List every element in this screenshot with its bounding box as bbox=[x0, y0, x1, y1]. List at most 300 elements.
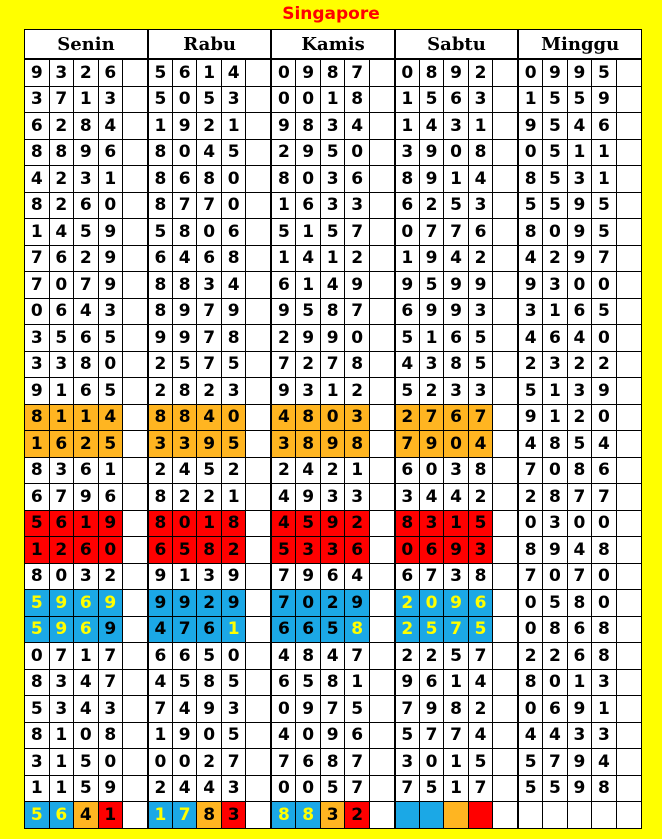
digit-cell: 4 bbox=[592, 749, 617, 776]
digit-cell: 3 bbox=[395, 749, 420, 776]
digit-cell: 8 bbox=[592, 537, 617, 564]
digit-cell: 5 bbox=[468, 616, 493, 643]
digit-cell: 0 bbox=[271, 696, 296, 723]
digit-cell: 6 bbox=[296, 749, 321, 776]
digit-cell: 7 bbox=[419, 722, 444, 749]
digit-cell: 9 bbox=[271, 378, 296, 405]
digit-cell: 7 bbox=[395, 696, 420, 723]
spacer-cell bbox=[123, 537, 148, 564]
digit-cell: 0 bbox=[320, 404, 345, 431]
spacer-cell bbox=[493, 775, 518, 802]
digit-cell: 2 bbox=[468, 484, 493, 511]
digit-cell: 8 bbox=[592, 775, 617, 802]
digit-cell: 4 bbox=[271, 404, 296, 431]
table-row bbox=[25, 166, 642, 193]
digit-cell: 6 bbox=[49, 802, 74, 829]
table-row bbox=[25, 563, 642, 590]
spacer-cell bbox=[246, 431, 271, 458]
digit-cell: 9 bbox=[98, 590, 123, 617]
digit-cell: 5 bbox=[543, 775, 568, 802]
digit-cell: 0 bbox=[148, 749, 173, 776]
digit-cell: 9 bbox=[543, 537, 568, 564]
digit-cell: 6 bbox=[567, 643, 592, 670]
digit-cell: 7 bbox=[567, 484, 592, 511]
digit-cell: 7 bbox=[320, 351, 345, 378]
digit-cell: 0 bbox=[172, 86, 197, 113]
digit-cell: 5 bbox=[395, 378, 420, 405]
digit-cell: 7 bbox=[419, 219, 444, 246]
digit-cell: 5 bbox=[98, 325, 123, 352]
digit-cell: 1 bbox=[49, 775, 74, 802]
digit-cell: 5 bbox=[296, 298, 321, 325]
spacer-cell bbox=[123, 696, 148, 723]
digit-cell: 0 bbox=[395, 537, 420, 564]
digit-cell: 8 bbox=[543, 484, 568, 511]
spacer-cell bbox=[369, 404, 394, 431]
spacer-cell bbox=[123, 298, 148, 325]
digit-cell: 0 bbox=[271, 775, 296, 802]
digit-cell: 0 bbox=[518, 510, 543, 537]
digit-cell: 4 bbox=[345, 113, 370, 140]
digit-cell: 0 bbox=[444, 431, 469, 458]
spacer-cell bbox=[493, 749, 518, 776]
spacer-cell bbox=[369, 139, 394, 166]
digit-cell: 5 bbox=[271, 219, 296, 246]
digit-cell: 1 bbox=[49, 749, 74, 776]
table-row bbox=[25, 325, 642, 352]
table-row bbox=[25, 192, 642, 219]
digit-cell: 8 bbox=[148, 404, 173, 431]
digit-cell: 4 bbox=[320, 272, 345, 299]
spacer-cell bbox=[246, 775, 271, 802]
digit-cell: 9 bbox=[444, 590, 469, 617]
digit-cell: 0 bbox=[296, 775, 321, 802]
digit-cell: 5 bbox=[221, 669, 246, 696]
digit-cell: 1 bbox=[74, 510, 99, 537]
digit-cell: 8 bbox=[25, 139, 50, 166]
digit-cell: 6 bbox=[172, 643, 197, 670]
digit-cell: 5 bbox=[543, 113, 568, 140]
spacer-cell bbox=[369, 192, 394, 219]
digit-cell: 3 bbox=[419, 510, 444, 537]
digit-cell: 0 bbox=[518, 139, 543, 166]
digit-cell: 3 bbox=[468, 298, 493, 325]
digit-cell: 2 bbox=[74, 245, 99, 272]
digit-cell: 7 bbox=[271, 749, 296, 776]
spacer-cell bbox=[123, 86, 148, 113]
table-row bbox=[25, 457, 642, 484]
digit-cell: 9 bbox=[49, 616, 74, 643]
digit-cell: 9 bbox=[567, 192, 592, 219]
digit-cell: 5 bbox=[468, 351, 493, 378]
digit-cell: 1 bbox=[567, 139, 592, 166]
digit-cell: 9 bbox=[296, 563, 321, 590]
spacer-cell bbox=[493, 457, 518, 484]
spacer-cell bbox=[369, 696, 394, 723]
spacer-cell bbox=[493, 272, 518, 299]
digit-cell: 6 bbox=[345, 722, 370, 749]
spacer-cell bbox=[123, 139, 148, 166]
digit-cell: 4 bbox=[543, 722, 568, 749]
digit-cell: 6 bbox=[271, 669, 296, 696]
spacer-cell bbox=[616, 325, 641, 352]
digit-cell: 9 bbox=[592, 378, 617, 405]
table-row bbox=[25, 749, 642, 776]
spacer-cell bbox=[616, 590, 641, 617]
digit-cell: 9 bbox=[98, 510, 123, 537]
spacer-cell bbox=[369, 722, 394, 749]
digit-cell: 8 bbox=[518, 219, 543, 246]
spacer-cell bbox=[616, 643, 641, 670]
spacer-cell bbox=[493, 139, 518, 166]
digit-cell: 6 bbox=[49, 510, 74, 537]
digit-cell: 6 bbox=[296, 616, 321, 643]
spacer-cell bbox=[616, 510, 641, 537]
digit-cell: 5 bbox=[345, 696, 370, 723]
spacer-cell bbox=[123, 404, 148, 431]
spacer-cell bbox=[493, 166, 518, 193]
digit-cell: 7 bbox=[567, 563, 592, 590]
digit-cell: 1 bbox=[98, 166, 123, 193]
digit-cell: 5 bbox=[395, 722, 420, 749]
digit-cell: 1 bbox=[221, 616, 246, 643]
digit-cell: 0 bbox=[518, 590, 543, 617]
digit-cell: 1 bbox=[296, 272, 321, 299]
digit-cell: 4 bbox=[25, 166, 50, 193]
digit-cell: 2 bbox=[395, 643, 420, 670]
digit-cell: 5 bbox=[419, 86, 444, 113]
digit-cell: 3 bbox=[468, 86, 493, 113]
digit-cell: 5 bbox=[49, 325, 74, 352]
spacer-cell bbox=[493, 696, 518, 723]
digit-cell: 8 bbox=[296, 113, 321, 140]
digit-cell: 9 bbox=[98, 775, 123, 802]
digit-cell: 3 bbox=[98, 298, 123, 325]
digit-cell: 6 bbox=[74, 590, 99, 617]
digit-cell: 8 bbox=[148, 192, 173, 219]
digit-cell: 6 bbox=[25, 484, 50, 511]
digit-cell: 3 bbox=[567, 722, 592, 749]
digit-cell: 9 bbox=[320, 722, 345, 749]
digit-cell: 0 bbox=[395, 219, 420, 246]
table-row bbox=[25, 775, 642, 802]
spacer-cell bbox=[369, 563, 394, 590]
digit-cell: 9 bbox=[148, 590, 173, 617]
digit-cell: 8 bbox=[345, 86, 370, 113]
digit-cell: 8 bbox=[74, 113, 99, 140]
digit-cell: 9 bbox=[518, 113, 543, 140]
digit-cell: 5 bbox=[296, 669, 321, 696]
spacer-cell bbox=[616, 59, 641, 86]
spacer-cell bbox=[493, 537, 518, 564]
digit-cell: 0 bbox=[197, 722, 222, 749]
spacer-cell bbox=[369, 298, 394, 325]
digit-cell: 6 bbox=[320, 563, 345, 590]
digit-cell: 2 bbox=[468, 245, 493, 272]
digit-cell: 4 bbox=[592, 431, 617, 458]
digit-cell: 8 bbox=[25, 669, 50, 696]
digit-cell: 3 bbox=[345, 192, 370, 219]
digit-cell: 0 bbox=[296, 86, 321, 113]
spacer-cell bbox=[123, 245, 148, 272]
digit-cell: 9 bbox=[98, 245, 123, 272]
digit-cell: 8 bbox=[197, 166, 222, 193]
digit-cell: 1 bbox=[197, 59, 222, 86]
digit-cell: 5 bbox=[271, 537, 296, 564]
digit-cell: 8 bbox=[345, 351, 370, 378]
spacer-cell bbox=[616, 431, 641, 458]
digit-cell: 2 bbox=[197, 378, 222, 405]
digit-cell: 4 bbox=[172, 245, 197, 272]
spacer-cell bbox=[493, 510, 518, 537]
digit-cell: 5 bbox=[148, 59, 173, 86]
digit-cell: 9 bbox=[320, 510, 345, 537]
digit-cell: 6 bbox=[172, 166, 197, 193]
digit-cell: 5 bbox=[221, 722, 246, 749]
digit-cell: 6 bbox=[567, 616, 592, 643]
digit-cell: 2 bbox=[543, 643, 568, 670]
digit-cell: 6 bbox=[395, 298, 420, 325]
digit-cell: 2 bbox=[395, 590, 420, 617]
spacer-cell bbox=[123, 484, 148, 511]
digit-cell: 1 bbox=[296, 219, 321, 246]
digit-cell: 7 bbox=[419, 404, 444, 431]
digit-cell: 8 bbox=[172, 404, 197, 431]
spacer-cell bbox=[123, 775, 148, 802]
digit-cell: 5 bbox=[25, 696, 50, 723]
spacer-cell bbox=[616, 351, 641, 378]
digit-cell: 5 bbox=[567, 431, 592, 458]
digit-cell: 8 bbox=[25, 563, 50, 590]
spacer-cell bbox=[123, 378, 148, 405]
digit-cell: 5 bbox=[98, 378, 123, 405]
digit-cell: 8 bbox=[296, 643, 321, 670]
digit-cell: 1 bbox=[25, 775, 50, 802]
digit-cell: 2 bbox=[197, 113, 222, 140]
digit-cell: 1 bbox=[98, 457, 123, 484]
digit-cell: 8 bbox=[271, 802, 296, 829]
digit-cell: 6 bbox=[592, 457, 617, 484]
spacer-cell bbox=[493, 802, 518, 829]
spacer-cell bbox=[616, 86, 641, 113]
digit-cell bbox=[468, 802, 493, 829]
digit-cell: 6 bbox=[98, 59, 123, 86]
digit-cell: 9 bbox=[221, 590, 246, 617]
digit-cell: 3 bbox=[296, 378, 321, 405]
spacer-cell bbox=[616, 378, 641, 405]
digit-cell: 1 bbox=[345, 669, 370, 696]
spacer-cell bbox=[369, 59, 394, 86]
spacer-cell bbox=[123, 669, 148, 696]
digit-cell: 3 bbox=[221, 378, 246, 405]
spacer-cell bbox=[616, 696, 641, 723]
digit-cell: 8 bbox=[25, 457, 50, 484]
digit-cell: 9 bbox=[567, 749, 592, 776]
digit-cell: 2 bbox=[49, 192, 74, 219]
digit-cell: 9 bbox=[419, 139, 444, 166]
spacer-cell bbox=[246, 616, 271, 643]
spacer-cell bbox=[246, 272, 271, 299]
digit-cell: 6 bbox=[172, 59, 197, 86]
table-row bbox=[25, 643, 642, 670]
digit-cell: 0 bbox=[518, 696, 543, 723]
spacer-cell bbox=[246, 802, 271, 829]
digit-cell: 9 bbox=[197, 431, 222, 458]
digit-cell: 9 bbox=[296, 325, 321, 352]
spacer-cell bbox=[369, 510, 394, 537]
digit-cell: 9 bbox=[444, 59, 469, 86]
digit-cell: 3 bbox=[49, 351, 74, 378]
digit-cell: 4 bbox=[172, 457, 197, 484]
spacer-cell bbox=[369, 802, 394, 829]
digit-cell: 6 bbox=[25, 113, 50, 140]
digit-cell: 5 bbox=[172, 351, 197, 378]
digit-cell: 2 bbox=[221, 537, 246, 564]
digit-cell: 4 bbox=[74, 298, 99, 325]
digit-cell: 6 bbox=[49, 245, 74, 272]
digit-cell: 8 bbox=[98, 722, 123, 749]
digit-cell: 9 bbox=[98, 219, 123, 246]
spacer-cell bbox=[369, 86, 394, 113]
digit-cell: 0 bbox=[197, 219, 222, 246]
digit-cell: 3 bbox=[320, 537, 345, 564]
digit-cell: 5 bbox=[543, 86, 568, 113]
digit-cell: 6 bbox=[74, 457, 99, 484]
digit-cell: 9 bbox=[468, 272, 493, 299]
digit-cell: 7 bbox=[98, 643, 123, 670]
digit-cell: 1 bbox=[271, 192, 296, 219]
digit-cell: 4 bbox=[172, 696, 197, 723]
spacer-cell bbox=[493, 298, 518, 325]
digit-cell: 8 bbox=[296, 431, 321, 458]
digit-cell: 7 bbox=[197, 192, 222, 219]
digit-cell: 7 bbox=[49, 86, 74, 113]
digit-cell: 8 bbox=[468, 457, 493, 484]
spacer-cell bbox=[123, 643, 148, 670]
digit-cell: 7 bbox=[518, 457, 543, 484]
digit-cell: 1 bbox=[419, 325, 444, 352]
digit-cell: 5 bbox=[320, 775, 345, 802]
spacer-cell bbox=[493, 192, 518, 219]
digit-cell: 4 bbox=[148, 669, 173, 696]
table-row bbox=[25, 510, 642, 537]
spacer-cell bbox=[369, 749, 394, 776]
spacer-cell bbox=[246, 590, 271, 617]
digit-cell: 4 bbox=[197, 139, 222, 166]
digit-cell: 7 bbox=[444, 722, 469, 749]
spacer-cell bbox=[246, 669, 271, 696]
digit-cell: 4 bbox=[296, 245, 321, 272]
digit-cell: 7 bbox=[468, 404, 493, 431]
digit-cell: 9 bbox=[518, 272, 543, 299]
digit-cell: 4 bbox=[172, 775, 197, 802]
spacer-cell bbox=[123, 59, 148, 86]
digit-cell: 4 bbox=[148, 616, 173, 643]
digit-cell: 4 bbox=[395, 351, 420, 378]
digit-cell: 4 bbox=[320, 643, 345, 670]
digit-cell: 2 bbox=[49, 537, 74, 564]
digit-cell: 3 bbox=[221, 696, 246, 723]
digit-cell: 3 bbox=[25, 749, 50, 776]
digit-cell: 1 bbox=[444, 669, 469, 696]
digit-cell: 1 bbox=[25, 431, 50, 458]
spacer-cell bbox=[369, 616, 394, 643]
digit-cell: 8 bbox=[468, 563, 493, 590]
digit-cell: 7 bbox=[543, 749, 568, 776]
digit-cell: 0 bbox=[518, 616, 543, 643]
digit-cell: 3 bbox=[543, 510, 568, 537]
spacer-cell bbox=[493, 431, 518, 458]
digit-cell: 4 bbox=[419, 113, 444, 140]
spacer-cell bbox=[616, 484, 641, 511]
digit-cell: 9 bbox=[172, 590, 197, 617]
digit-cell: 9 bbox=[444, 272, 469, 299]
spacer-cell bbox=[246, 113, 271, 140]
digit-cell: 9 bbox=[567, 245, 592, 272]
digit-cell: 8 bbox=[592, 643, 617, 670]
digit-cell: 4 bbox=[518, 431, 543, 458]
spacer-cell bbox=[493, 351, 518, 378]
digit-cell: 1 bbox=[543, 298, 568, 325]
digit-cell: 6 bbox=[345, 537, 370, 564]
digit-cell: 2 bbox=[518, 351, 543, 378]
spacer-cell bbox=[123, 749, 148, 776]
digit-cell: 2 bbox=[567, 404, 592, 431]
table-row bbox=[25, 139, 642, 166]
table-row bbox=[25, 272, 642, 299]
spacer-cell bbox=[369, 245, 394, 272]
spacer-cell bbox=[369, 643, 394, 670]
digit-cell: 9 bbox=[98, 616, 123, 643]
spacer-cell bbox=[493, 616, 518, 643]
header-row bbox=[25, 30, 642, 60]
digit-cell: 5 bbox=[320, 219, 345, 246]
digit-cell: 7 bbox=[345, 219, 370, 246]
table-row bbox=[25, 378, 642, 405]
table-row bbox=[25, 404, 642, 431]
digit-cell: 8 bbox=[444, 351, 469, 378]
digit-cell: 0 bbox=[592, 272, 617, 299]
digit-cell: 8 bbox=[271, 166, 296, 193]
digit-cell: 3 bbox=[271, 431, 296, 458]
digit-cell: 7 bbox=[25, 272, 50, 299]
digit-cell: 1 bbox=[49, 404, 74, 431]
digit-cell: 1 bbox=[444, 166, 469, 193]
spacer-cell bbox=[493, 86, 518, 113]
digit-cell: 2 bbox=[148, 351, 173, 378]
digit-cell: 4 bbox=[197, 775, 222, 802]
digit-cell: 6 bbox=[148, 245, 173, 272]
digit-cell bbox=[567, 802, 592, 829]
digit-cell: 4 bbox=[98, 404, 123, 431]
digit-cell: 6 bbox=[271, 616, 296, 643]
digit-cell: 8 bbox=[148, 510, 173, 537]
digit-cell: 3 bbox=[395, 484, 420, 511]
digit-cell: 1 bbox=[345, 457, 370, 484]
digit-cell: 5 bbox=[296, 510, 321, 537]
digit-cell: 7 bbox=[395, 775, 420, 802]
digit-cell: 9 bbox=[444, 298, 469, 325]
digit-cell: 9 bbox=[320, 325, 345, 352]
spacer-cell bbox=[369, 272, 394, 299]
digit-cell: 0 bbox=[49, 272, 74, 299]
digit-cell: 8 bbox=[172, 219, 197, 246]
digit-cell: 4 bbox=[74, 696, 99, 723]
digit-cell: 4 bbox=[271, 510, 296, 537]
table-row bbox=[25, 590, 642, 617]
digit-cell: 7 bbox=[49, 484, 74, 511]
digit-cell: 8 bbox=[25, 404, 50, 431]
